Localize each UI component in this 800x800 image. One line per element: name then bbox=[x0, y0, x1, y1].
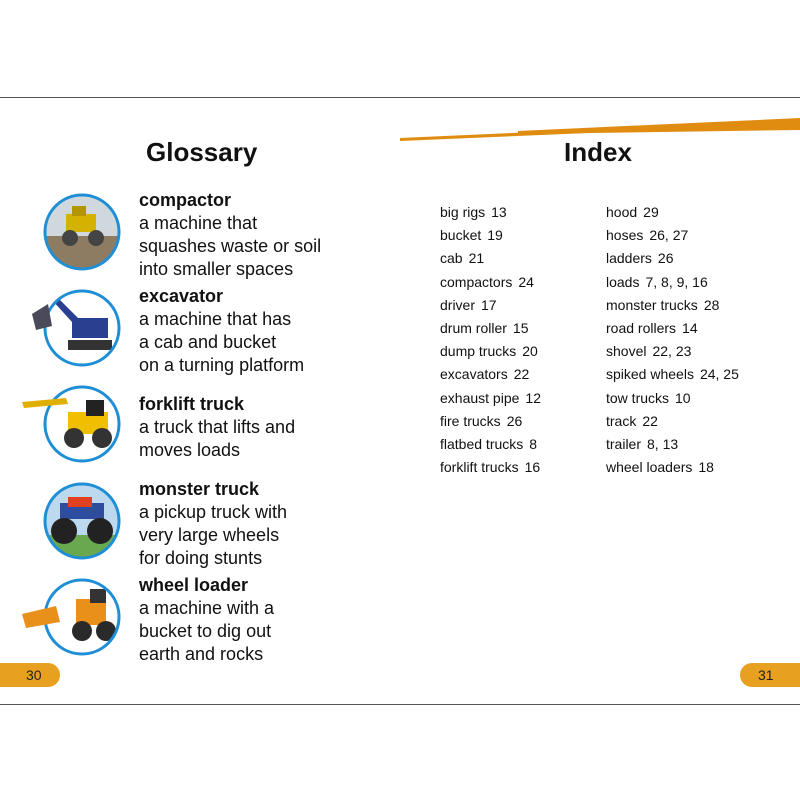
glossary-term: compactor bbox=[139, 190, 232, 210]
index-entry: dump trucks 20 bbox=[440, 343, 538, 360]
glossary-title: Glossary bbox=[146, 137, 258, 167]
index-entry: driver 17 bbox=[440, 296, 497, 313]
page-number-right: 31 bbox=[740, 663, 800, 687]
index-entry: loads 7, 8, 9, 16 bbox=[606, 273, 708, 290]
index-entry: forklift trucks 16 bbox=[440, 459, 541, 476]
index-entry: hoses 26, 27 bbox=[606, 227, 689, 244]
index-entry: bucket 19 bbox=[440, 227, 503, 244]
index-entry: cab 21 bbox=[440, 250, 485, 267]
index-entry: road rollers 14 bbox=[606, 319, 698, 336]
index-entry: big rigs 13 bbox=[440, 204, 507, 220]
index-entry: fire trucks 26 bbox=[440, 412, 523, 429]
index-column-2 bbox=[606, 203, 739, 481]
index-entry: trailer 8, 13 bbox=[606, 435, 679, 452]
glossary-term: wheel loader bbox=[139, 575, 249, 595]
index-entry: compactors 24 bbox=[440, 273, 534, 290]
index-entry: excavators 22 bbox=[440, 366, 530, 383]
loader-bucket-overflow bbox=[20, 602, 64, 632]
glossary-definition: a machine that has a cab and bucket on a turning platform bbox=[139, 309, 305, 375]
index-entry: wheel loaders 18 bbox=[606, 459, 714, 476]
index-column-1 bbox=[440, 203, 541, 481]
index-entry: shovel 22, 23 bbox=[606, 343, 692, 360]
glossary-definition: a machine with a bucket to dig out earth and rocks bbox=[139, 598, 275, 664]
glossary-term: monster truck bbox=[139, 479, 260, 499]
index-entry: exhaust pipe 12 bbox=[440, 389, 541, 406]
index-entry: track 22 bbox=[606, 412, 658, 429]
page-number-left: 30 bbox=[0, 663, 60, 687]
glossary-definition: a pickup truck with very large wheels for doing stunts bbox=[139, 502, 288, 568]
index-entry: monster trucks 28 bbox=[606, 296, 720, 313]
compactor-photo bbox=[42, 192, 122, 272]
index-entry: hood 29 bbox=[606, 204, 659, 220]
index-entry: tow trucks 10 bbox=[606, 389, 691, 406]
index-entry: ladders 26 bbox=[606, 250, 674, 267]
index-entry: flatbed trucks 8 bbox=[440, 435, 538, 452]
index-title: Index bbox=[564, 137, 632, 167]
index-entry: spiked wheels 24, 25 bbox=[606, 366, 739, 383]
forklift-arm-overflow bbox=[20, 396, 70, 416]
glossary-definition: a truck that lifts and moves loads bbox=[139, 417, 296, 460]
glossary-term: forklift truck bbox=[139, 394, 245, 414]
excavator-bucket-overflow bbox=[26, 296, 66, 336]
index-entry: drum roller 15 bbox=[440, 319, 529, 336]
glossary-term: excavator bbox=[139, 286, 224, 306]
glossary-definition: a machine that squashes waste or soil into smaller spaces bbox=[139, 213, 322, 279]
monster-truck-photo bbox=[42, 481, 122, 561]
